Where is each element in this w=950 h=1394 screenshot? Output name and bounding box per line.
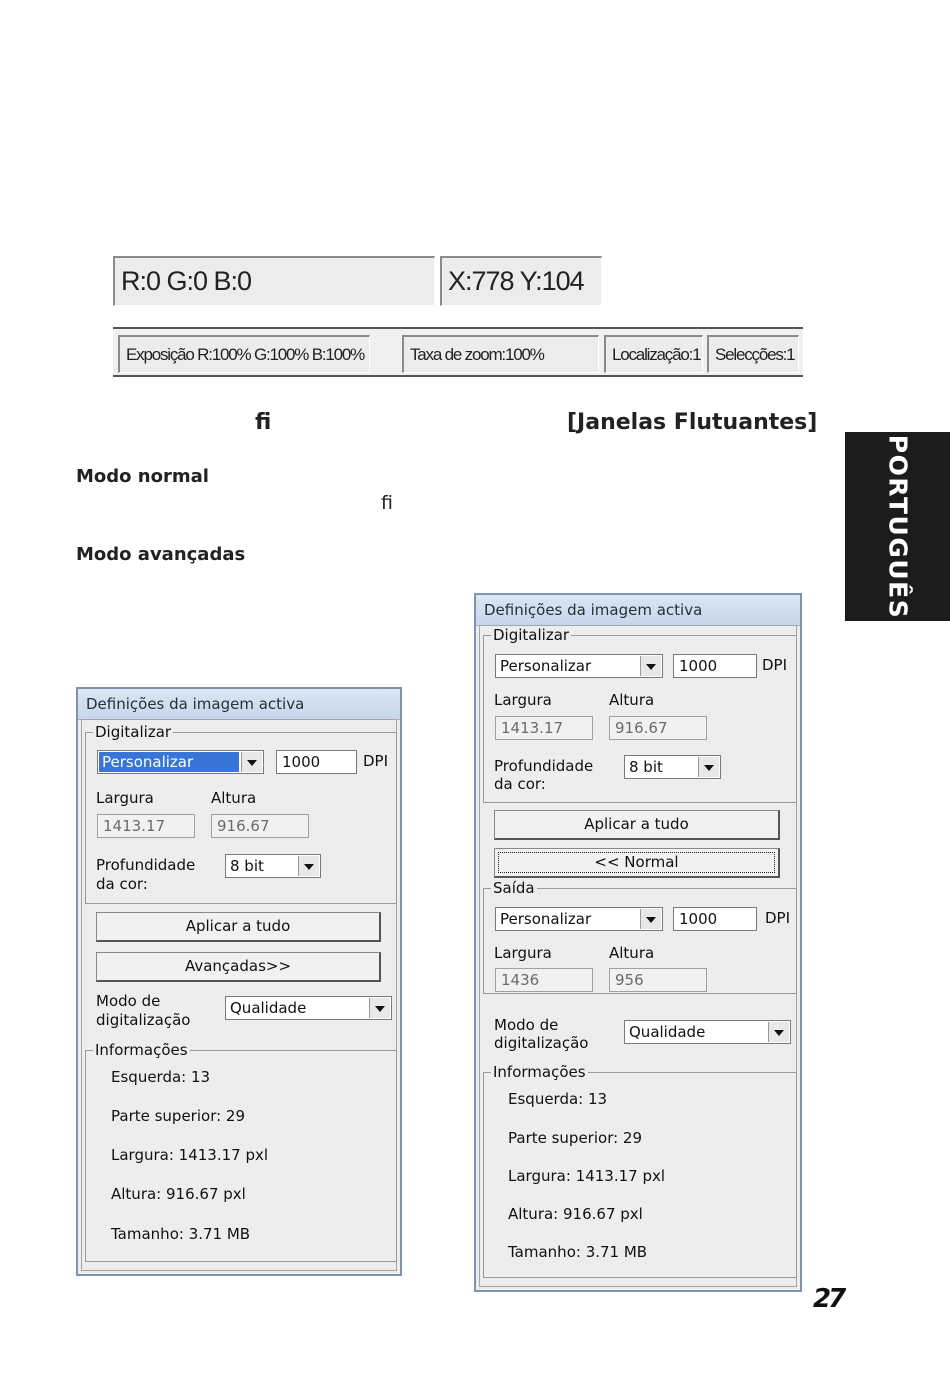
- output-dpi-label: DPI: [765, 909, 791, 927]
- scan-preset-value: Personalizar: [500, 657, 592, 675]
- advanced-mode-label: Modo avançadas: [76, 544, 246, 565]
- info-top: Parte superior: 29: [508, 1129, 643, 1147]
- scan-mode-label-2: digitalização: [96, 1011, 191, 1029]
- coords-readout: X:778 Y:104: [440, 256, 602, 306]
- scan-mode-value: Qualidade: [629, 1023, 706, 1041]
- normal-mode-button-label: << Normal: [594, 853, 679, 871]
- info-height: Altura: 916.67 pxl: [508, 1205, 643, 1223]
- advanced-button[interactable]: Avançadas>>: [96, 952, 381, 982]
- info-width: Largura: 1413.17 pxl: [111, 1146, 269, 1164]
- info-group-legend: Informações: [493, 1063, 586, 1081]
- info-height: Altura: 916.67 pxl: [111, 1185, 246, 1203]
- output-preset-select[interactable]: [495, 907, 663, 931]
- output-height-field: 956: [609, 968, 707, 992]
- dialog-body: [81, 719, 397, 1271]
- chevron-down-icon[interactable]: [241, 752, 262, 772]
- location-readout: Localização:1: [604, 335, 703, 373]
- chevron-down-icon[interactable]: [698, 757, 719, 777]
- output-group-legend: Saída: [493, 879, 535, 897]
- status-bar-exposure-zoom: [113, 327, 803, 377]
- scan-preset-select[interactable]: [495, 654, 663, 678]
- info-group-legend: Informações: [95, 1041, 188, 1059]
- exposure-readout: Exposição R:100% G:100% B:100%: [118, 335, 370, 373]
- color-depth-label-2: da cor:: [96, 875, 148, 893]
- height-label: Altura: [609, 691, 655, 709]
- height-field: 916.67: [609, 716, 707, 740]
- color-depth-label-1: Profundidade: [96, 856, 196, 874]
- apply-all-button[interactable]: Aplicar a tudo: [96, 912, 381, 942]
- width-field: 1413.17: [97, 814, 195, 838]
- color-depth-value: 8 bit: [629, 758, 663, 776]
- info-top: Parte superior: 29: [111, 1107, 246, 1125]
- chevron-down-icon[interactable]: [768, 1022, 789, 1042]
- dialog-title: Definições da imagem activa: [476, 595, 800, 626]
- output-dpi-input[interactable]: 1000: [673, 907, 757, 931]
- normal-mode-button[interactable]: [494, 848, 780, 878]
- dialog-title: Definições da imagem activa: [78, 689, 400, 720]
- color-depth-label-2: da cor:: [494, 775, 546, 793]
- output-width-label: Largura: [494, 944, 552, 962]
- width-label: Largura: [494, 691, 552, 709]
- width-field: 1413.17: [495, 716, 593, 740]
- language-side-tab: [845, 432, 950, 621]
- info-size: Tamanho: 3.71 MB: [508, 1243, 648, 1261]
- scan-mode-label-2: digitalização: [494, 1034, 589, 1052]
- color-depth-select[interactable]: [225, 854, 321, 878]
- chevron-down-icon[interactable]: [640, 656, 661, 676]
- page-number: 27: [813, 1284, 844, 1314]
- color-depth-value: 8 bit: [230, 857, 264, 875]
- scan-preset-select[interactable]: [97, 750, 264, 774]
- apply-all-button[interactable]: Aplicar a tudo: [494, 810, 780, 840]
- language-label: PORTUGUÊS: [883, 434, 912, 619]
- dpi-label: DPI: [363, 752, 389, 770]
- output-preset-value: Personalizar: [500, 910, 592, 928]
- chevron-down-icon[interactable]: [298, 856, 319, 876]
- zoom-readout: Taxa de zoom:100%: [402, 335, 599, 373]
- dpi-input[interactable]: 1000: [276, 750, 357, 774]
- dialog-body: [479, 625, 797, 1287]
- normal-mode-fi: ﬁ: [381, 492, 393, 514]
- scan-mode-select[interactable]: [624, 1020, 791, 1044]
- rgb-readout: R:0 G:0 B:0: [113, 256, 435, 306]
- dpi-input[interactable]: 1000: [673, 654, 757, 678]
- width-label: Largura: [96, 789, 154, 807]
- active-image-settings-dialog-normal: [76, 687, 402, 1276]
- scan-mode-value: Qualidade: [230, 999, 307, 1017]
- output-height-label: Altura: [609, 944, 655, 962]
- normal-mode-label: Modo normal: [76, 466, 209, 487]
- section-heading: [Janelas Flutuantes]: [567, 410, 818, 435]
- color-depth-label-1: Profundidade: [494, 757, 594, 775]
- heading-fi: ﬁ: [255, 410, 272, 435]
- scan-mode-select[interactable]: [225, 996, 392, 1020]
- info-left: Esquerda: 13: [111, 1068, 211, 1086]
- chevron-down-icon[interactable]: [640, 909, 661, 929]
- status-bar-color-coords: [113, 254, 605, 308]
- dpi-label: DPI: [762, 656, 788, 674]
- info-width: Largura: 1413.17 pxl: [508, 1167, 666, 1185]
- height-label: Altura: [211, 789, 257, 807]
- scan-group-legend: Digitalizar: [493, 626, 570, 644]
- active-image-settings-dialog-advanced: [474, 593, 802, 1292]
- scan-preset-value: Personalizar: [99, 752, 239, 772]
- scan-mode-label-1: Modo de: [494, 1016, 559, 1034]
- color-depth-select[interactable]: [624, 755, 721, 779]
- info-left: Esquerda: 13: [508, 1090, 608, 1108]
- chevron-down-icon[interactable]: [369, 998, 390, 1018]
- selections-readout: Selecções:1: [707, 335, 799, 373]
- scan-group-legend: Digitalizar: [95, 723, 172, 741]
- height-field: 916.67: [211, 814, 309, 838]
- output-width-field: 1436: [495, 968, 593, 992]
- info-size: Tamanho: 3.71 MB: [111, 1225, 251, 1243]
- scan-mode-label-1: Modo de: [96, 992, 161, 1010]
